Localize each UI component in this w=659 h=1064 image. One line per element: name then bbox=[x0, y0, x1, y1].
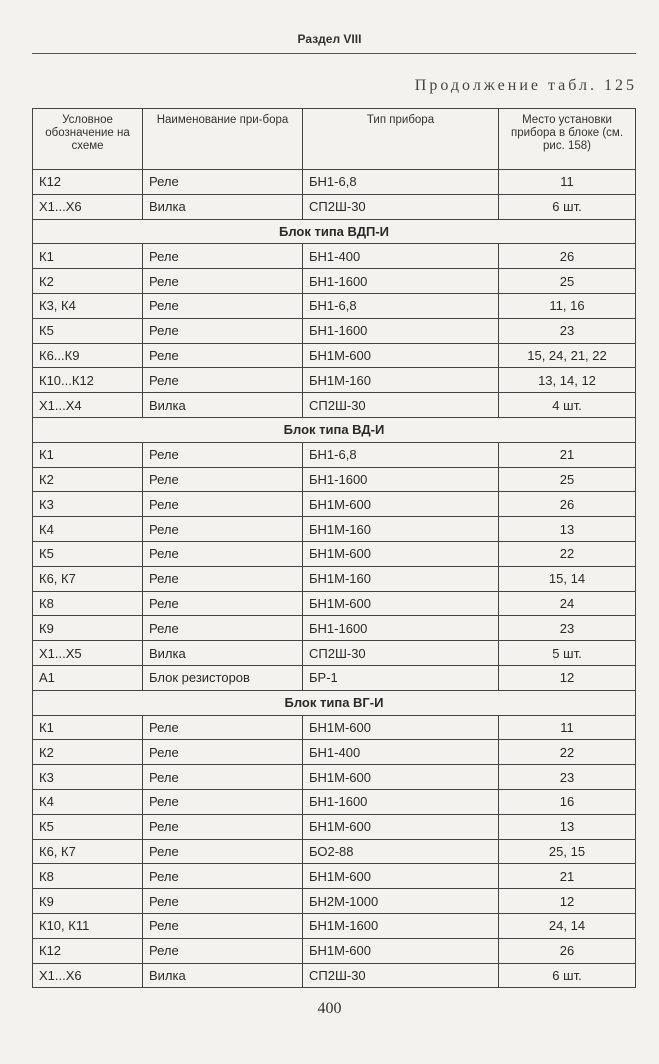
device-type-cell: СП2Ш-30 bbox=[303, 393, 499, 418]
table-row bbox=[33, 293, 636, 318]
table-row bbox=[33, 864, 636, 889]
device-type-cell: БН1-6,8 bbox=[303, 442, 499, 467]
table-row bbox=[33, 269, 636, 294]
device-name-cell: Реле bbox=[143, 368, 303, 393]
device-name-cell: Реле bbox=[143, 244, 303, 269]
device-type-cell: БН1М-600 bbox=[303, 765, 499, 790]
designation-cell: К3 bbox=[33, 492, 143, 517]
designation-cell: К5 bbox=[33, 541, 143, 566]
device-name-cell: Реле bbox=[143, 269, 303, 294]
install-location-cell: 23 bbox=[499, 765, 636, 790]
device-name-cell: Реле bbox=[143, 467, 303, 492]
install-location-cell: 23 bbox=[499, 616, 636, 641]
device-name-cell: Реле bbox=[143, 318, 303, 343]
install-location-cell: 4 шт. bbox=[499, 393, 636, 418]
install-location-cell: 16 bbox=[499, 789, 636, 814]
table-row bbox=[33, 715, 636, 740]
table-row bbox=[33, 789, 636, 814]
table-row bbox=[33, 740, 636, 765]
device-type-cell: БН1М-600 bbox=[303, 938, 499, 963]
header-designation: Условное обозначение на схеме bbox=[33, 109, 143, 170]
table-row bbox=[33, 541, 636, 566]
designation-cell: Х1...Х5 bbox=[33, 641, 143, 666]
install-location-cell: 13 bbox=[499, 814, 636, 839]
designation-cell: К1 bbox=[33, 244, 143, 269]
designation-cell: К3 bbox=[33, 765, 143, 790]
install-location-cell: 26 bbox=[499, 938, 636, 963]
install-location-cell: 25, 15 bbox=[499, 839, 636, 864]
device-name-cell: Реле bbox=[143, 566, 303, 591]
designation-cell: К6...К9 bbox=[33, 343, 143, 368]
install-location-cell: 15, 24, 21, 22 bbox=[499, 343, 636, 368]
table-header-row bbox=[33, 109, 636, 170]
device-name-cell: Реле bbox=[143, 839, 303, 864]
table-row bbox=[33, 641, 636, 666]
designation-cell: К2 bbox=[33, 269, 143, 294]
device-type-cell: БН1М-600 bbox=[303, 864, 499, 889]
header-device-name: Наименование при-бора bbox=[143, 109, 303, 170]
device-type-cell: БН1М-160 bbox=[303, 566, 499, 591]
device-name-cell: Реле bbox=[143, 765, 303, 790]
designation-cell: К5 bbox=[33, 814, 143, 839]
install-location-cell: 13 bbox=[499, 517, 636, 542]
designation-cell: К6, К7 bbox=[33, 566, 143, 591]
device-name-cell: Реле bbox=[143, 814, 303, 839]
designation-cell: К9 bbox=[33, 616, 143, 641]
designation-cell: К5 bbox=[33, 318, 143, 343]
install-location-cell: 11 bbox=[499, 170, 636, 195]
device-name-cell: Реле bbox=[143, 293, 303, 318]
install-location-cell: 6 шт. bbox=[499, 194, 636, 219]
install-location-cell: 12 bbox=[499, 889, 636, 914]
table-row bbox=[33, 665, 636, 690]
device-name-cell: Реле bbox=[143, 789, 303, 814]
table-row bbox=[33, 170, 636, 195]
page-number: 400 bbox=[317, 1000, 342, 1017]
install-location-cell: 24, 14 bbox=[499, 913, 636, 938]
install-location-cell: 13, 14, 12 bbox=[499, 368, 636, 393]
table-row bbox=[33, 393, 636, 418]
device-type-cell: СП2Ш-30 bbox=[303, 194, 499, 219]
table-section-row bbox=[33, 690, 636, 715]
device-type-cell: БН1-1600 bbox=[303, 269, 499, 294]
section-title: Блок типа ВД-И bbox=[33, 417, 636, 442]
table-row bbox=[33, 765, 636, 790]
install-location-cell: 12 bbox=[499, 665, 636, 690]
device-type-cell: БН1М-600 bbox=[303, 715, 499, 740]
device-name-cell: Вилка bbox=[143, 393, 303, 418]
device-name-cell: Реле bbox=[143, 343, 303, 368]
device-type-cell: БН2М-1000 bbox=[303, 889, 499, 914]
table-row bbox=[33, 194, 636, 219]
device-type-cell: БН1М-160 bbox=[303, 517, 499, 542]
designation-cell: К12 bbox=[33, 170, 143, 195]
device-type-cell: БН1М-600 bbox=[303, 492, 499, 517]
device-type-cell: БН1-400 bbox=[303, 740, 499, 765]
designation-cell: К6, К7 bbox=[33, 839, 143, 864]
install-location-cell: 11, 16 bbox=[499, 293, 636, 318]
device-type-cell: БН1М-600 bbox=[303, 814, 499, 839]
section-title: Блок типа ВГ-И bbox=[33, 690, 636, 715]
device-type-cell: БН1-6,8 bbox=[303, 170, 499, 195]
device-name-cell: Реле bbox=[143, 442, 303, 467]
section-header: Раздел VIII bbox=[297, 32, 362, 46]
device-name-cell: Реле bbox=[143, 591, 303, 616]
device-name-cell: Реле bbox=[143, 492, 303, 517]
device-name-cell: Вилка bbox=[143, 963, 303, 988]
install-location-cell: 22 bbox=[499, 541, 636, 566]
device-name-cell: Реле bbox=[143, 864, 303, 889]
install-location-cell: 21 bbox=[499, 864, 636, 889]
install-location-cell: 23 bbox=[499, 318, 636, 343]
designation-cell: К2 bbox=[33, 467, 143, 492]
designation-cell: Х1...Х6 bbox=[33, 194, 143, 219]
install-location-cell: 25 bbox=[499, 467, 636, 492]
device-type-cell: БО2-88 bbox=[303, 839, 499, 864]
table-row bbox=[33, 442, 636, 467]
table-row bbox=[33, 368, 636, 393]
install-location-cell: 22 bbox=[499, 740, 636, 765]
table-row bbox=[33, 963, 636, 988]
device-name-cell: Реле bbox=[143, 715, 303, 740]
table-row bbox=[33, 591, 636, 616]
install-location-cell: 26 bbox=[499, 492, 636, 517]
device-name-cell: Реле bbox=[143, 740, 303, 765]
designation-cell: К1 bbox=[33, 715, 143, 740]
install-location-cell: 21 bbox=[499, 442, 636, 467]
table-row bbox=[33, 889, 636, 914]
designation-cell: К12 bbox=[33, 938, 143, 963]
table-row bbox=[33, 913, 636, 938]
device-name-cell: Реле bbox=[143, 616, 303, 641]
designation-cell: К3, К4 bbox=[33, 293, 143, 318]
device-type-cell: БН1М-160 bbox=[303, 368, 499, 393]
header-device-type: Тип прибора bbox=[303, 109, 499, 170]
table-row bbox=[33, 616, 636, 641]
designation-cell: К9 bbox=[33, 889, 143, 914]
device-type-cell: БН1-400 bbox=[303, 244, 499, 269]
device-type-cell: БН1М-1600 bbox=[303, 913, 499, 938]
device-name-cell: Реле bbox=[143, 938, 303, 963]
designation-cell: К1 bbox=[33, 442, 143, 467]
device-name-cell: Вилка bbox=[143, 641, 303, 666]
designation-cell: К2 bbox=[33, 740, 143, 765]
device-type-cell: БН1М-600 bbox=[303, 343, 499, 368]
designation-cell: К10, К11 bbox=[33, 913, 143, 938]
table-row bbox=[33, 343, 636, 368]
table-section-row bbox=[33, 219, 636, 244]
install-location-cell: 25 bbox=[499, 269, 636, 294]
install-location-cell: 24 bbox=[499, 591, 636, 616]
table-row bbox=[33, 517, 636, 542]
install-location-cell: 11 bbox=[499, 715, 636, 740]
section-title: Блок типа ВДП-И bbox=[33, 219, 636, 244]
device-name-cell: Реле bbox=[143, 889, 303, 914]
table-continuation-caption: Продолжение табл. 125 bbox=[414, 77, 637, 94]
table-row bbox=[33, 839, 636, 864]
designation-cell: К8 bbox=[33, 864, 143, 889]
device-name-cell: Реле bbox=[143, 541, 303, 566]
designation-cell: К4 bbox=[33, 789, 143, 814]
table-row bbox=[33, 566, 636, 591]
device-name-cell: Реле bbox=[143, 517, 303, 542]
table-body bbox=[33, 170, 636, 988]
device-type-cell: БН1М-600 bbox=[303, 541, 499, 566]
device-type-cell: БН1-1600 bbox=[303, 467, 499, 492]
designation-cell: К8 bbox=[33, 591, 143, 616]
device-type-cell: СП2Ш-30 bbox=[303, 641, 499, 666]
table-row bbox=[33, 318, 636, 343]
device-type-cell: БН1М-600 bbox=[303, 591, 499, 616]
table-row bbox=[33, 467, 636, 492]
install-location-cell: 15, 14 bbox=[499, 566, 636, 591]
install-location-cell: 6 шт. bbox=[499, 963, 636, 988]
device-name-cell: Блок резисторов bbox=[143, 665, 303, 690]
device-table bbox=[32, 108, 636, 988]
device-type-cell: БН1-1600 bbox=[303, 789, 499, 814]
device-type-cell: БН1-1600 bbox=[303, 616, 499, 641]
device-name-cell: Реле bbox=[143, 913, 303, 938]
header-rule bbox=[32, 53, 636, 54]
designation-cell: К4 bbox=[33, 517, 143, 542]
designation-cell: Х1...Х4 bbox=[33, 393, 143, 418]
table-row bbox=[33, 814, 636, 839]
table-row bbox=[33, 244, 636, 269]
designation-cell: Х1...Х6 bbox=[33, 963, 143, 988]
install-location-cell: 26 bbox=[499, 244, 636, 269]
designation-cell: К10...К12 bbox=[33, 368, 143, 393]
device-type-cell: БН1-1600 bbox=[303, 318, 499, 343]
device-type-cell: БН1-6,8 bbox=[303, 293, 499, 318]
table-section-row bbox=[33, 417, 636, 442]
device-type-cell: БР-1 bbox=[303, 665, 499, 690]
device-name-cell: Вилка bbox=[143, 194, 303, 219]
device-type-cell: СП2Ш-30 bbox=[303, 963, 499, 988]
table-row bbox=[33, 938, 636, 963]
device-name-cell: Реле bbox=[143, 170, 303, 195]
install-location-cell: 5 шт. bbox=[499, 641, 636, 666]
designation-cell: А1 bbox=[33, 665, 143, 690]
header-install-location: Место установки прибора в блоке (см. рис. 158) bbox=[499, 109, 636, 170]
table-row bbox=[33, 492, 636, 517]
